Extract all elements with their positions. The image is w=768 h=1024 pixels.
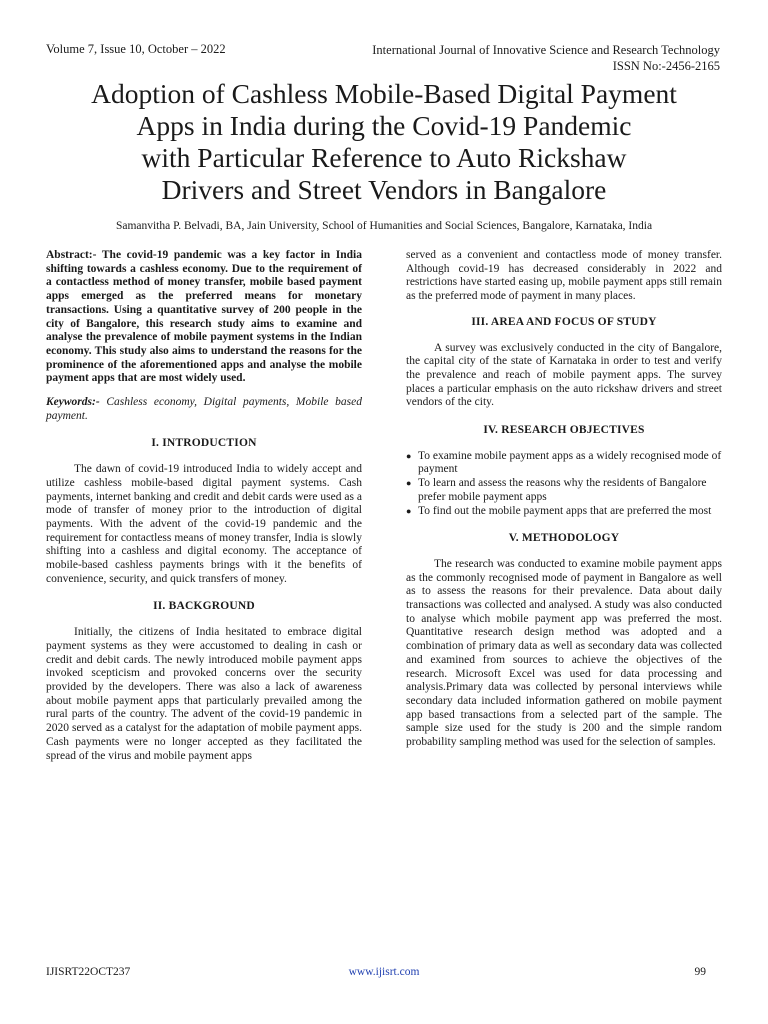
- journal-name: International Journal of Innovative Science and Research Technology: [372, 43, 720, 57]
- author-line: Samanvitha P. Belvadi, BA, Jain University, School of Humanities and Social Sciences, Bangalore, Karnataka, India: [115, 220, 653, 232]
- paper-id: IJISRT22OCT237: [46, 966, 131, 978]
- title-line: Apps in India during the Covid-19 Pandemic: [136, 110, 632, 141]
- title-line: with Particular Reference to Auto Rickshaw: [141, 142, 627, 173]
- area-text: A survey was exclusively conducted in the city of Bangalore, the capital city of the state of Karnataka in order to test and verify the prevalence and reach of mobile payment apps. The survey places a particular emphasis on the auto rickshaw drivers and street vendors of the city.: [406, 341, 722, 409]
- left-column: [46, 249, 362, 763]
- methodology-text: The research was conducted to examine mobile payment apps as the commonly recognised mode of payment in Bangalore as well as to assess the reasons for their prevalence. Data about daily transactions was collected and analysed. A study was also conducted to analyse which mobile payment app was preferred the most. Quantitative research design method was adopted and a combination of primary data as well as secondary data was collected and examined from sources to achieve the objectives of the research. Microsoft Excel was used for data processing and analysis.Primary data was collected by personal interviews while secondary data included information gathered on mobile payment app based transactions from a selected part of the sample. The sample size used for the study is 200 and the simple random probability sampling method was used for the selection of samples.: [406, 557, 722, 749]
- title-line: Adoption of Cashless Mobile-Based Digital Payment: [91, 78, 677, 109]
- introduction-text: The dawn of covid-19 introduced India to widely accept and utilize cashless mobile-based digital payment systems. Cash payments, internet banking and credit and debit cards were used as a mode of transfer of money prior to the introduction of digital payments. With the advent of the covid-19 pandemic and the requirement for contactless means of money transfer, India is slowly shifting into a cashless and digital economy. The acceptance of mobile-based cashless payments brings with it the benefits of convenience, security, and quick transfers of money.: [46, 463, 362, 585]
- list-item: ● To examine mobile payment apps as a widely recognised mode of payment: [418, 450, 722, 477]
- title-line: Drivers and Street Vendors in Bangalore: [161, 174, 607, 205]
- list-item: ● To find out the mobile payment apps that are preferred the most: [418, 505, 722, 519]
- right-column: [406, 249, 722, 750]
- keywords-text: Cashless economy, Digital payments, Mobile based payment.: [46, 396, 362, 422]
- background-heading: II. BACKGROUND: [153, 600, 255, 613]
- methodology-heading: V. METHODOLOGY: [508, 532, 620, 545]
- keywords-label: Keywords:-: [46, 396, 100, 409]
- journal-volume: Volume 7, Issue 10, October – 2022: [46, 42, 226, 56]
- page-number: 99: [694, 966, 706, 978]
- background-text: Initially, the citizens of India hesitated to embrace digital payment systems as they were accustomed to dealing in cash or credit and debit cards. The newly introduced mobile payment apps invoked scepticism and provoked concerns over the security provided by the developers. There was also a lack of awareness about mobile payment apps that particularly prevailed among the rural parts of the country. The advent of the covid-19 pandemic in 2020 served as a catalyst for the adaptation of mobile payment apps. Cash payments were no longer accepted as they facilitated the spread of the virus and mobile payment apps: [46, 626, 362, 762]
- abstract: Abstract:- The covid-19 pandemic was a key factor in India shifting towards a cashless economy. Due to the requirement of a contactless method of money transfer, mobile based payment apps emerged as the preferred means for monetary transactions. Using a quantitative survey of 200 people in the city of Bangalore, this research study aims to examine and analyse the prevalence of mobile payment systems in the Indian economy. This study also aims to understand the reasons for the prominence of the aforementioned apps and analyse the mobile payment apps that are most widely used.: [46, 249, 362, 385]
- area-heading: III. AREA AND FOCUS OF STUDY: [471, 315, 657, 328]
- keywords: [46, 396, 362, 423]
- list-item: ● To learn and assess the reasons why the residents of Bangalore prefer mobile payment apps: [418, 477, 722, 504]
- paper-title: [40, 78, 728, 206]
- objectives-heading: IV. RESEARCH OBJECTIVES: [483, 424, 645, 437]
- background-text-continued: served as a convenient and contactless mode of money transfer. Although covid-19 has decreased considerably in 2022 and restrictions have started easing up, mobile payment apps still remain as the preferred mode of payment in many places.: [406, 249, 722, 303]
- website-link[interactable]: www.ijisrt.com: [348, 966, 420, 978]
- objectives-list: [406, 450, 722, 519]
- journal-issn: ISSN No:-2456-2165: [612, 59, 720, 73]
- introduction-heading: I. INTRODUCTION: [151, 437, 257, 450]
- journal-header: [372, 42, 720, 74]
